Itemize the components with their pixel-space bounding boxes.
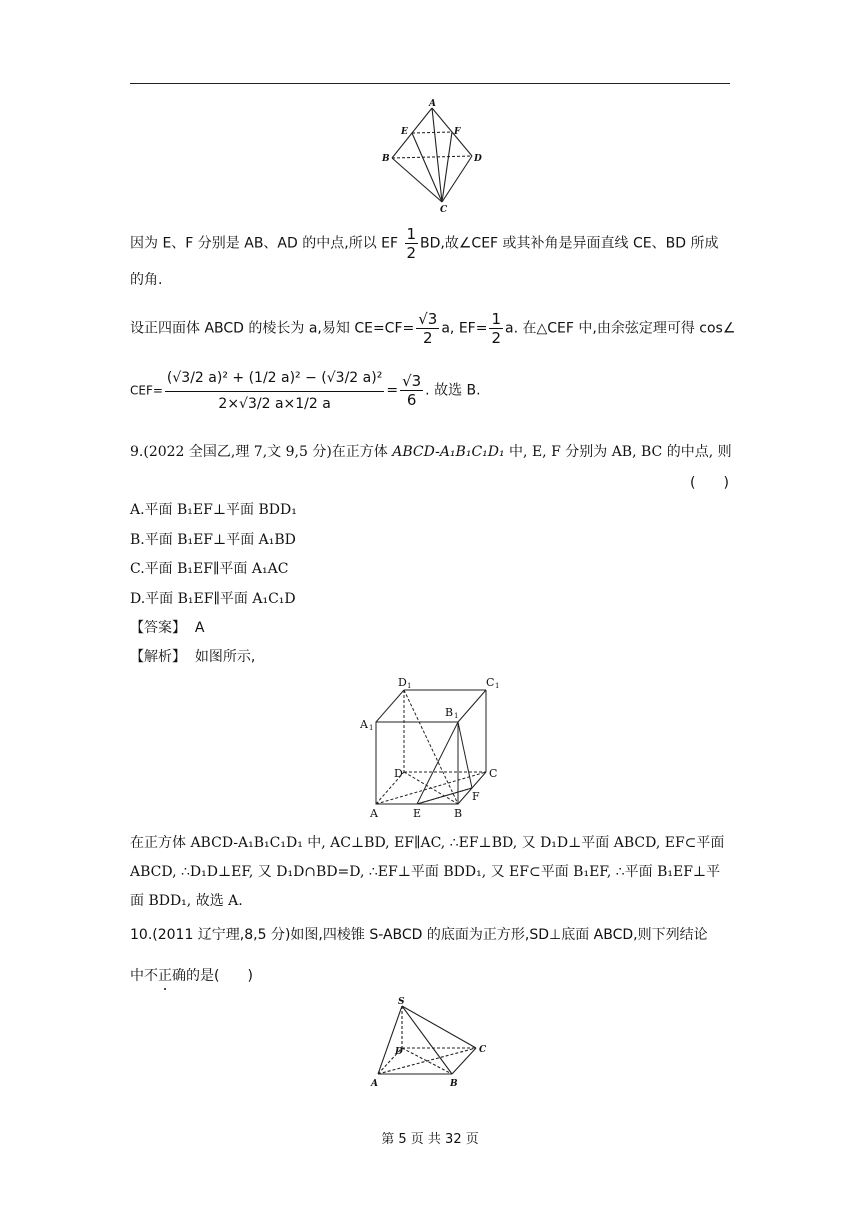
- q9-stem: [130, 442, 732, 462]
- label-S: S: [398, 997, 405, 1007]
- p2-text-c: a. 在△CEF 中,由余弦定理可得 cos∠: [505, 320, 736, 337]
- q10-emphasis-not-correct: 不正确: [144, 968, 186, 984]
- q9-option-d: D.平面 B₁EF∥平面 A₁C₁D: [130, 591, 296, 607]
- fraction-sqrt3-over-2: $\frac{√3}{2}$: [418, 310, 438, 347]
- label-F: F: [454, 127, 461, 137]
- q9-explanation-3: 面 BDD₁, 故选 A.: [130, 893, 243, 909]
- label-C: C: [489, 767, 498, 780]
- cosine-fraction: $\frac{\text{(√3/2 a)² + (1/2 a)² − (√3/2 a)²}}{2\times√3/2 a\times 1/2 a}$: [165, 365, 384, 416]
- label-F: F: [472, 790, 480, 803]
- q10-stem2-b: 的是( ): [186, 968, 253, 984]
- paragraph-1b: 的角.: [130, 272, 163, 288]
- label-D: D: [474, 154, 482, 164]
- svg-text:1: 1: [495, 682, 500, 690]
- label-E: E: [413, 807, 422, 820]
- fraction-half-2: $\frac{1}{2}$: [491, 310, 501, 347]
- q9-cube-name: ABCD-A₁B₁C₁D₁: [392, 444, 505, 460]
- label-C: C: [440, 205, 448, 215]
- q9-stem-a: 9.(2022 全国乙,理 7,文 9,5 分)在正方体: [130, 444, 393, 460]
- q9-analysis: [130, 647, 255, 667]
- label-D: D: [394, 767, 403, 780]
- header-rule: [130, 83, 730, 84]
- cube-figure: [358, 674, 508, 820]
- analysis-label: 【解析】: [130, 649, 186, 665]
- label-D1: D: [398, 676, 407, 689]
- result-fraction: $\frac{√3}{6}$: [402, 372, 422, 409]
- cos-lhs: CEF=: [130, 383, 163, 398]
- q9-explanation-1: 在正方体 ABCD-A₁B₁C₁D₁ 中, AC⊥BD, EF∥AC, ∴EF⊥BD, 又 D₁D⊥平面 ABCD, EF⊂平面: [130, 835, 725, 851]
- label-E: E: [401, 127, 408, 137]
- label-A: A: [429, 99, 436, 109]
- answer-value: A: [194, 620, 205, 636]
- equals: =: [386, 382, 399, 399]
- p1-text-b: BD,故∠CEF 或其补角是异面直线 CE、BD 所成: [420, 235, 719, 252]
- svg-text:1: 1: [407, 682, 412, 690]
- analysis-text: 如图所示,: [194, 649, 256, 665]
- q10-stem: 10.(2011 辽宁理,8,5 分)如图,四棱锥 S-ABCD 的底面为正方形,SD⊥底面 ABCD,则下列结论: [130, 927, 708, 943]
- q9-option-a: A.平面 B₁EF⊥平面 BDD₁: [130, 502, 297, 518]
- p1-text-a: 因为 E、F 分别是 AB、AD 的中点,所以 EF: [130, 235, 399, 252]
- label-C1: C: [486, 676, 495, 689]
- answer-label: 【答案】: [130, 620, 186, 636]
- label-A1: A: [360, 718, 368, 731]
- fraction-half: $\frac{1}{2}$: [406, 225, 417, 262]
- label-B: B: [450, 1079, 458, 1089]
- svg-text:1: 1: [454, 712, 459, 720]
- q9-stem-b: 中, E, F 分别为 AB, BC 的中点, 则: [504, 444, 732, 460]
- svg-text:1: 1: [369, 724, 374, 732]
- label-C: C: [479, 1045, 487, 1055]
- q9-answer-paren: ( ): [690, 475, 729, 491]
- cos-tail: . 故选 B.: [425, 382, 481, 399]
- label-D: D: [395, 1047, 403, 1057]
- paragraph-2: [130, 310, 735, 347]
- page-footer: 第 5 页 共 32 页: [381, 1132, 479, 1147]
- label-B: B: [454, 807, 463, 820]
- q9-answer: [130, 618, 204, 638]
- label-B: B: [382, 154, 390, 164]
- paragraph-1: [130, 225, 718, 262]
- p2-text-a: 设正四面体 ABCD 的棱长为 a,易知 CE=CF=: [130, 320, 415, 337]
- q10-stem-2: [130, 966, 253, 986]
- label-B1: B: [445, 706, 454, 719]
- q9-option-c: C.平面 B₁EF∥平面 A₁AC: [130, 561, 289, 577]
- pyramid-figure: [368, 996, 498, 1091]
- label-A: A: [371, 1079, 378, 1089]
- q10-stem2-a: 中: [130, 968, 144, 984]
- p2-text-b: a, EF=: [441, 320, 488, 337]
- q9-option-b: B.平面 B₁EF⊥平面 A₁BD: [130, 532, 296, 548]
- q9-explanation-2: ABCD, ∴D₁D⊥EF, 又 D₁D∩BD=D, ∴EF⊥平面 BDD₁, 又 EF⊂平面 B₁EF, ∴平面 B₁EF⊥平: [130, 864, 721, 880]
- label-A: A: [370, 807, 378, 820]
- tetrahedron-figure: [380, 98, 480, 213]
- paragraph-3-cosine: [130, 365, 481, 416]
